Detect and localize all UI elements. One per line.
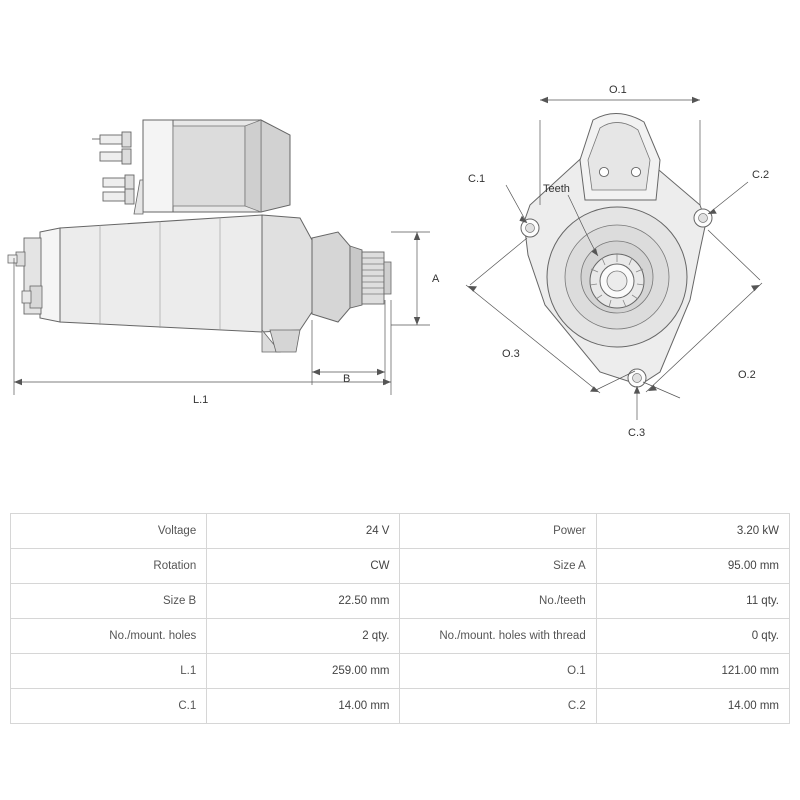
spec-value: 259.00 mm	[207, 654, 400, 689]
table-row	[11, 514, 790, 549]
spec-value: 2 qty.	[207, 619, 400, 654]
spec-value: 121.00 mm	[596, 654, 789, 689]
dim-label-b: B	[343, 373, 351, 385]
spec-value: 3.20 kW	[596, 514, 789, 549]
dim-label-c2: C.2	[752, 169, 770, 181]
table-row	[11, 584, 790, 619]
table-row	[11, 619, 790, 654]
spec-label: L.1	[11, 654, 207, 689]
spec-label: Rotation	[11, 549, 207, 584]
spec-value: 0 qty.	[596, 619, 789, 654]
spec-value: 14.00 mm	[596, 689, 789, 724]
table-row	[11, 654, 790, 689]
spec-label: No./teeth	[400, 584, 596, 619]
side-view	[8, 120, 440, 406]
dim-label-o3: O.3	[502, 348, 520, 360]
dim-label-l1: L.1	[193, 394, 209, 406]
spec-label: Size A	[400, 549, 596, 584]
table-row	[11, 549, 790, 584]
spec-value: 24 V	[207, 514, 400, 549]
spec-label: O.1	[400, 654, 596, 689]
spec-label: C.1	[11, 689, 207, 724]
dim-label-a: A	[432, 273, 440, 285]
spec-label: No./mount. holes	[11, 619, 207, 654]
spec-value: 11 qty.	[596, 584, 789, 619]
table-row	[11, 689, 790, 724]
dim-label-c3: C.3	[628, 427, 646, 439]
spec-value: CW	[207, 549, 400, 584]
spec-value: 22.50 mm	[207, 584, 400, 619]
dim-label-c1: C.1	[468, 173, 486, 185]
dim-label-o1: O.1	[609, 84, 627, 96]
specifications-table	[10, 513, 790, 724]
spec-label: Size B	[11, 584, 207, 619]
front-view	[466, 84, 769, 439]
spec-label: Voltage	[11, 514, 207, 549]
spec-label: Power	[400, 514, 596, 549]
spec-value: 14.00 mm	[207, 689, 400, 724]
spec-label: No./mount. holes with thread	[400, 619, 596, 654]
dim-label-o2: O.2	[738, 369, 756, 381]
dim-label-teeth: Teeth	[543, 183, 570, 195]
spec-label: C.2	[400, 689, 596, 724]
spec-value: 95.00 mm	[596, 549, 789, 584]
